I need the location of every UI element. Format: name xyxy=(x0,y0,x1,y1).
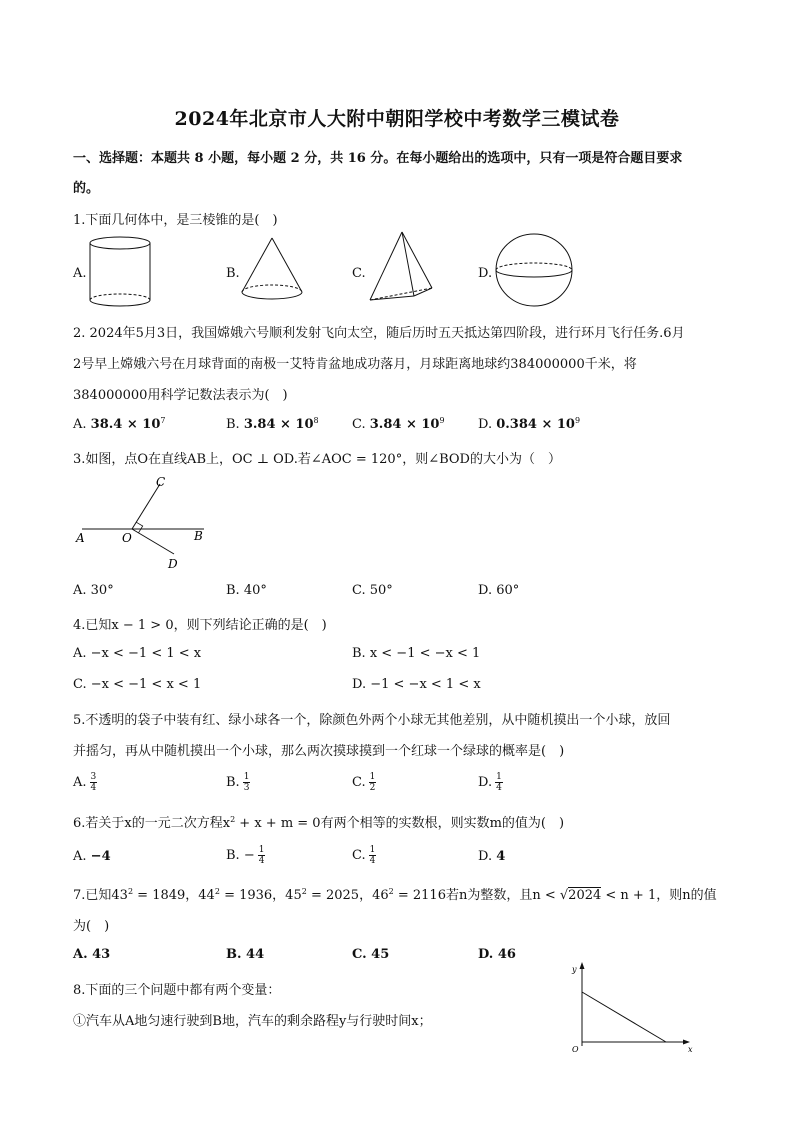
q7-stem-line2: 为( ) xyxy=(73,919,110,934)
section-heading-line1: 一、选择题：本题共 8 小题，每小题 2 分，共 16 分。在每小题给出的选项中，只有一项是符合题目要求 xyxy=(73,151,683,166)
q3-option-d: D. 60° xyxy=(478,583,520,598)
q5-option-b: B. $\frac{1}{3}$ xyxy=(226,772,250,793)
q7-stem-line1: 7.已知$43^2 = 1849$，$44^2 = 1936$，$45^2 = 2025$，$46^2 = 2116$若n为整数，且n < √2024 < n + 1，则n的值 xyxy=(73,887,717,903)
q2-stem-line3: 384000000用科学记数法表示为( ) xyxy=(73,388,288,403)
q4-option-a: A. −x < −1 < 1 < x xyxy=(73,646,202,661)
sphere-figure xyxy=(494,232,576,308)
q5-option-a: A. $\frac{3}{4}$ xyxy=(73,772,97,793)
point-o-label: O xyxy=(122,531,132,545)
q3-option-a: A. 30° xyxy=(73,583,114,598)
q4-option-d: D. −1 < −x < 1 < x xyxy=(352,677,481,692)
point-b-label: B xyxy=(194,529,203,543)
q4-option-c: C. −x < −1 < x < 1 xyxy=(73,677,202,692)
q8-stem: 8.下面的三个问题中都有两个变量： xyxy=(73,983,281,998)
q5-stem-line2: 并摇匀，再从中随机摸出一个小球，那么两次摸球摸到一个红球一个绿球的概率是( ) xyxy=(73,744,565,759)
q6-option-c: C. $\frac{1}{4}$ xyxy=(352,845,376,866)
q5-stem-line1: 5.不透明的袋子中装有红、绿小球各一个，除颜色外两个小球无其他差别，从中随机摸出一个小球，放回 xyxy=(73,713,671,728)
q7-option-d: D. 46 xyxy=(478,947,516,962)
cone-figure xyxy=(240,236,304,304)
q1-stem: 1.下面几何体中，是三棱锥的是( ) xyxy=(73,213,278,228)
cylinder-figure xyxy=(88,236,154,308)
graph-origin-label: O xyxy=(572,1045,579,1054)
q6-option-a: A. −4 xyxy=(73,849,111,864)
q6-option-b: B. − $\frac{1}{4}$ xyxy=(226,845,265,866)
q1-option-a-label: A. xyxy=(73,266,87,281)
q7-option-b: B. 44 xyxy=(226,947,265,962)
q1-option-d-label: D. xyxy=(478,266,493,281)
q8-graph xyxy=(566,960,696,1052)
q5-option-d: D. $\frac{1}{4}$ xyxy=(478,772,502,793)
section-heading-line2: 的。 xyxy=(73,181,100,196)
q8-item1: ①汽车从A地匀速行驶到B地，汽车的剩余路程y与行驶时间x； xyxy=(73,1014,432,1029)
sqrt-sign: √ xyxy=(559,888,569,903)
q3-line-angle-figure xyxy=(74,474,214,574)
q2-stem-line1: 2. 2024年5月3日，我国嫦娥六号顺利发射飞向太空，随后历时五天抵达第四阶段，进行环月飞行任务.6月 xyxy=(73,326,685,341)
q3-option-b: B. 40° xyxy=(226,583,267,598)
q2-option-c: C. $3.84 \times 10^9$ xyxy=(352,416,445,432)
q5-option-c: C. $\frac{1}{2}$ xyxy=(352,772,376,793)
graph-y-label: y xyxy=(572,965,577,974)
graph-x-label: x xyxy=(688,1045,693,1054)
q1-option-c-label: C. xyxy=(352,266,366,281)
q7-option-a: A. 43 xyxy=(73,947,111,962)
q2-option-a: A. $38.4 \times 10^7$ xyxy=(73,416,166,432)
page-title: 2024年北京市人大附中朝阳学校中考数学三模试卷 xyxy=(174,108,620,130)
q2-stem-line2: 2号早上嫦娥六号在月球背面的南极一艾特肯盆地成功落月，月球距离地球约384000000千米，将 xyxy=(73,357,637,372)
q4-stem: 4.已知x − 1 > 0，则下列结论正确的是( ) xyxy=(73,618,327,633)
q2-option-d: D. $0.384 \times 10^9$ xyxy=(478,416,581,432)
q2-option-b: B. $3.84 \times 10^8$ xyxy=(226,416,319,432)
q6-option-d: D. 4 xyxy=(478,849,506,864)
triangular-pyramid-figure xyxy=(366,230,436,306)
q7-option-c: C. 45 xyxy=(352,947,390,962)
q6-stem: 6.若关于x的一元二次方程$x^2 + x + m = 0$有两个相等的实数根，则实数m的值为( ) xyxy=(73,815,565,831)
point-c-label: C xyxy=(156,475,166,489)
point-a-label: A xyxy=(76,531,85,545)
point-d-label: D xyxy=(168,557,178,571)
q3-option-c: C. 50° xyxy=(352,583,393,598)
q3-stem: 3.如图，点O在直线AB上，OC ⊥ OD.若∠AOC = 120°，则∠BOD的大小为（ ） xyxy=(73,452,561,467)
q1-option-b-label: B. xyxy=(226,266,240,281)
q4-option-b: B. x < −1 < −x < 1 xyxy=(352,646,481,661)
